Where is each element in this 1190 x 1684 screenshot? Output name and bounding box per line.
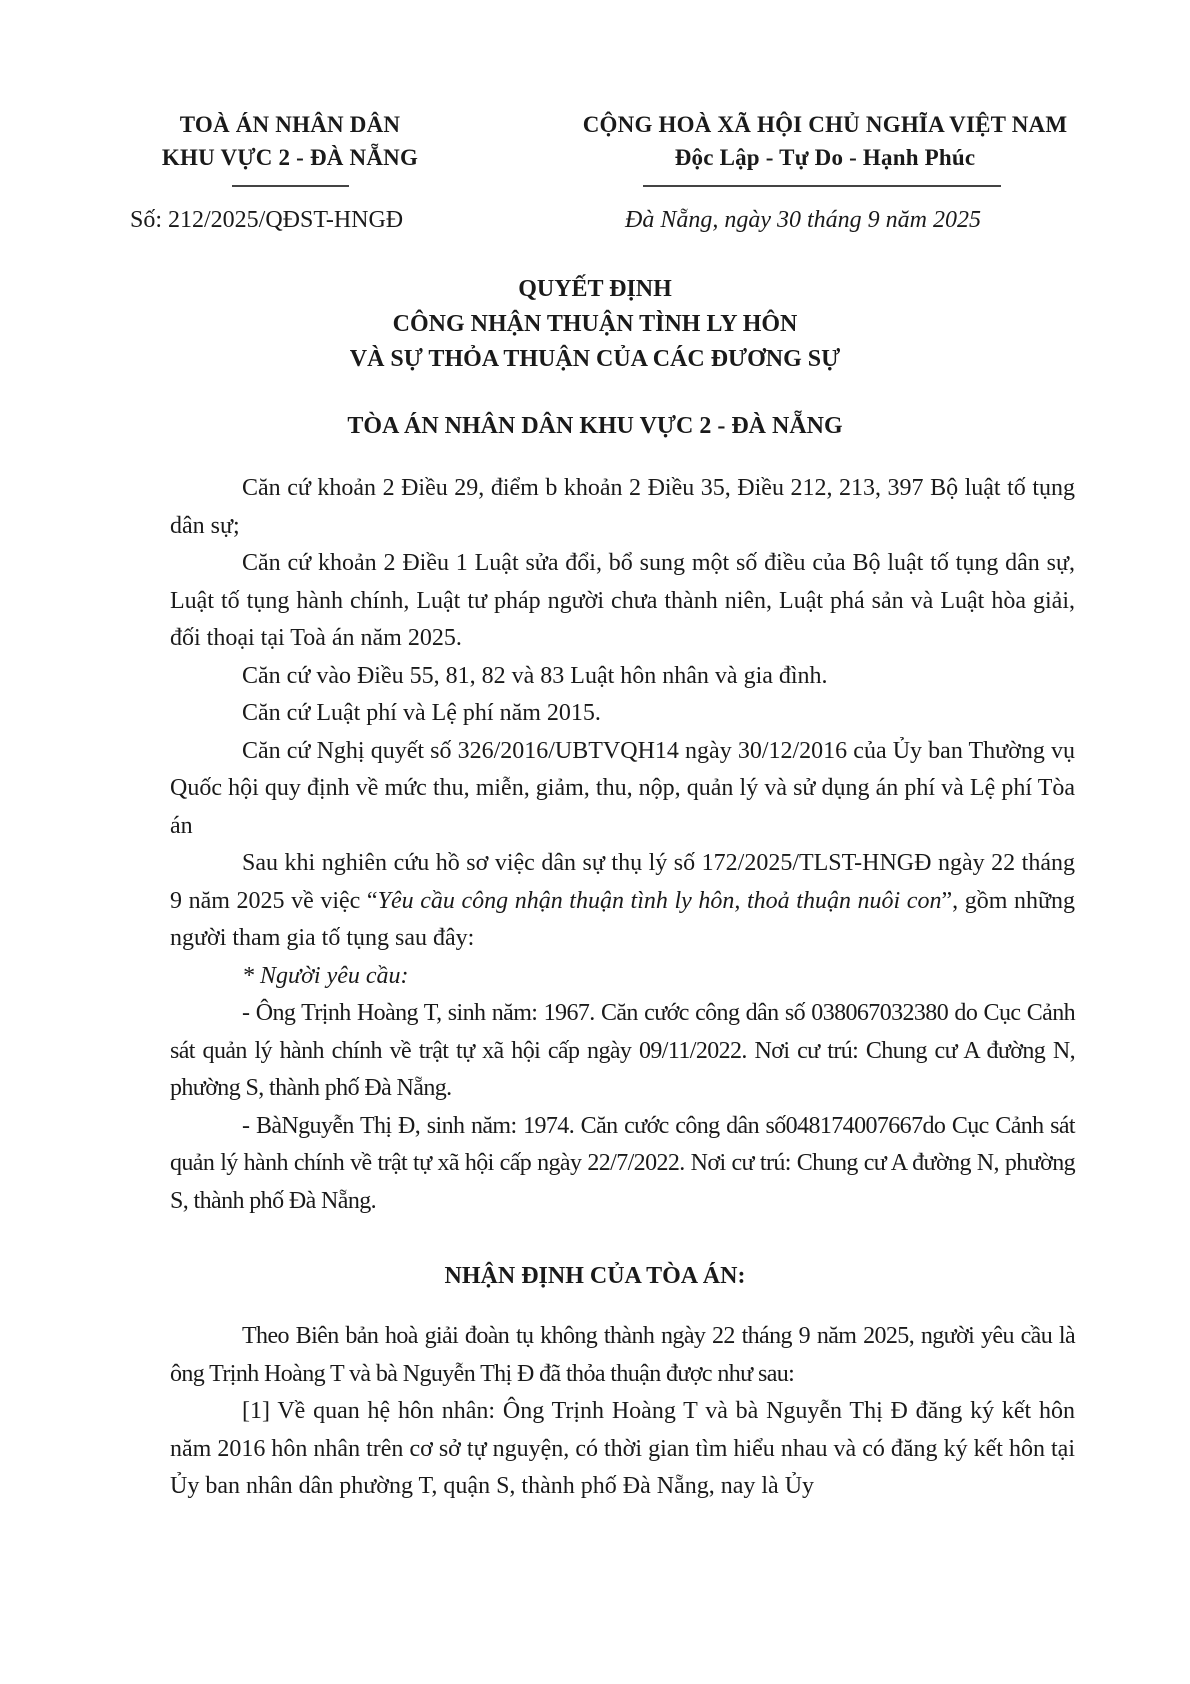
document-date: Đà Nẵng, ngày 30 tháng 9 năm 2025 [625, 207, 981, 233]
court-header-line2: KHU VỰC 2 - ĐÀ NẴNG [161, 145, 419, 170]
title-line1: QUYẾT ĐỊNH [518, 276, 672, 302]
paragraph [170, 845, 1075, 958]
document-title [180, 272, 1010, 377]
court-header-line1: TOÀ ÁN NHÂN DÂN [179, 112, 401, 137]
legal-basis-body [170, 470, 1075, 1220]
requester-2: - BàNguyễn Thị Đ, sinh năm: 1974. Căn cước công dân số048174007667do Cục Cảnh sát quản lý hành chính về trật tự xã hội cấp ngày 22/7/2022. Nơi cư trú: Chung cư A đường N, phường S, thành phố Đà Nẵng. [170, 1112, 1075, 1214]
national-header-line1: CỘNG HOÀ XÃ HỘI CHỦ NGHĨA VIỆT NAM [582, 112, 1068, 137]
title-line3: VÀ SỰ THỎA THUẬN CỦA CÁC ĐƯƠNG SỰ [349, 346, 841, 372]
court-header [130, 108, 450, 174]
document-number: Số: 212/2025/QĐST-HNGĐ [130, 207, 404, 233]
court-header-underline [232, 185, 349, 187]
paragraph: Theo Biên bản hoà giải đoàn tụ không thành ngày 22 tháng 9 năm 2025, người yêu cầu là ông Trịnh Hoàng T và bà Nguyễn Thị Đ đã thỏa thuận được như sau: [170, 1323, 1075, 1387]
title-line2: CÔNG NHẬN THUẬN TÌNH LY HÔN [392, 311, 798, 337]
paragraph-text: Sau khi nghiên cứu hồ sơ việc dân sự thụ lý số 172/2025/TLST-HNGĐ ngày 22 tháng 9 năm 2025 về việc “ [170, 850, 1075, 914]
court-name: TÒA ÁN NHÂN DÂN KHU VỰC 2 - ĐÀ NẴNG [347, 413, 843, 439]
paragraph-text: ”, gồm những người tham gia tố tụng sau đây: [170, 887, 1075, 951]
national-header-underline [643, 185, 1001, 187]
paragraph: Căn cứ khoản 2 Điều 29, điểm b khoản 2 Điều 35, Điều 212, 213, 397 Bộ luật tố tụng dân sự; [170, 475, 1075, 539]
requester-1: - Ông Trịnh Hoàng T, sinh năm: 1967. Căn cước công dân số 038067032380 do Cục Cảnh sát quản lý hành chính về trật tự xã hội cấp ngày 09/11/2022. Nơi cư trú: Chung cư A đường N, phường S, thành phố Đà Nẵng. [170, 1000, 1075, 1101]
paragraph: Căn cứ Nghị quyết số 326/2016/UBTVQH14 ngày 30/12/2016 của Ủy ban Thường vụ Quốc hội quy định về mức thu, miễn, giảm, thu, nộp, quản lý và sử dụng án phí và Lệ phí Tòa án [170, 737, 1075, 839]
national-header [560, 108, 1090, 174]
findings-body [170, 1318, 1075, 1506]
paragraph: Căn cứ vào Điều 55, 81, 82 và 83 Luật hôn nhân và gia đình. [242, 662, 828, 689]
section-heading: NHẬN ĐỊNH CỦA TÒA ÁN: [444, 1263, 746, 1289]
case-subject: Yêu cầu công nhận thuận tình ly hôn, thoả thuận nuôi con [377, 887, 942, 914]
national-motto: Độc Lập - Tự Do - Hạnh Phúc [674, 145, 976, 170]
paragraph: Căn cứ Luật phí và Lệ phí năm 2015. [242, 700, 601, 726]
paragraph: Căn cứ khoản 2 Điều 1 Luật sửa đổi, bổ sung một số điều của Bộ luật tố tụng dân sự, Luật tố tụng hành chính, Luật tư pháp người chưa thành niên, Luật phá sản và Luật hòa giải, đối thoại tại Toà án năm 2025. [170, 550, 1075, 651]
paragraph: [1] Về quan hệ hôn nhân: Ông Trịnh Hoàng T và bà Nguyễn Thị Đ đăng ký kết hôn năm 2016 hôn nhân trên cơ sở tự nguyện, có thời gian tìm hiểu nhau và có đăng ký kết hôn tại Ủy ban nhân dân phường T, quận S, thành phố Đà Nẵng, nay là Ủy [170, 1398, 1075, 1499]
requesters-heading: * Người yêu cầu: [242, 962, 409, 989]
